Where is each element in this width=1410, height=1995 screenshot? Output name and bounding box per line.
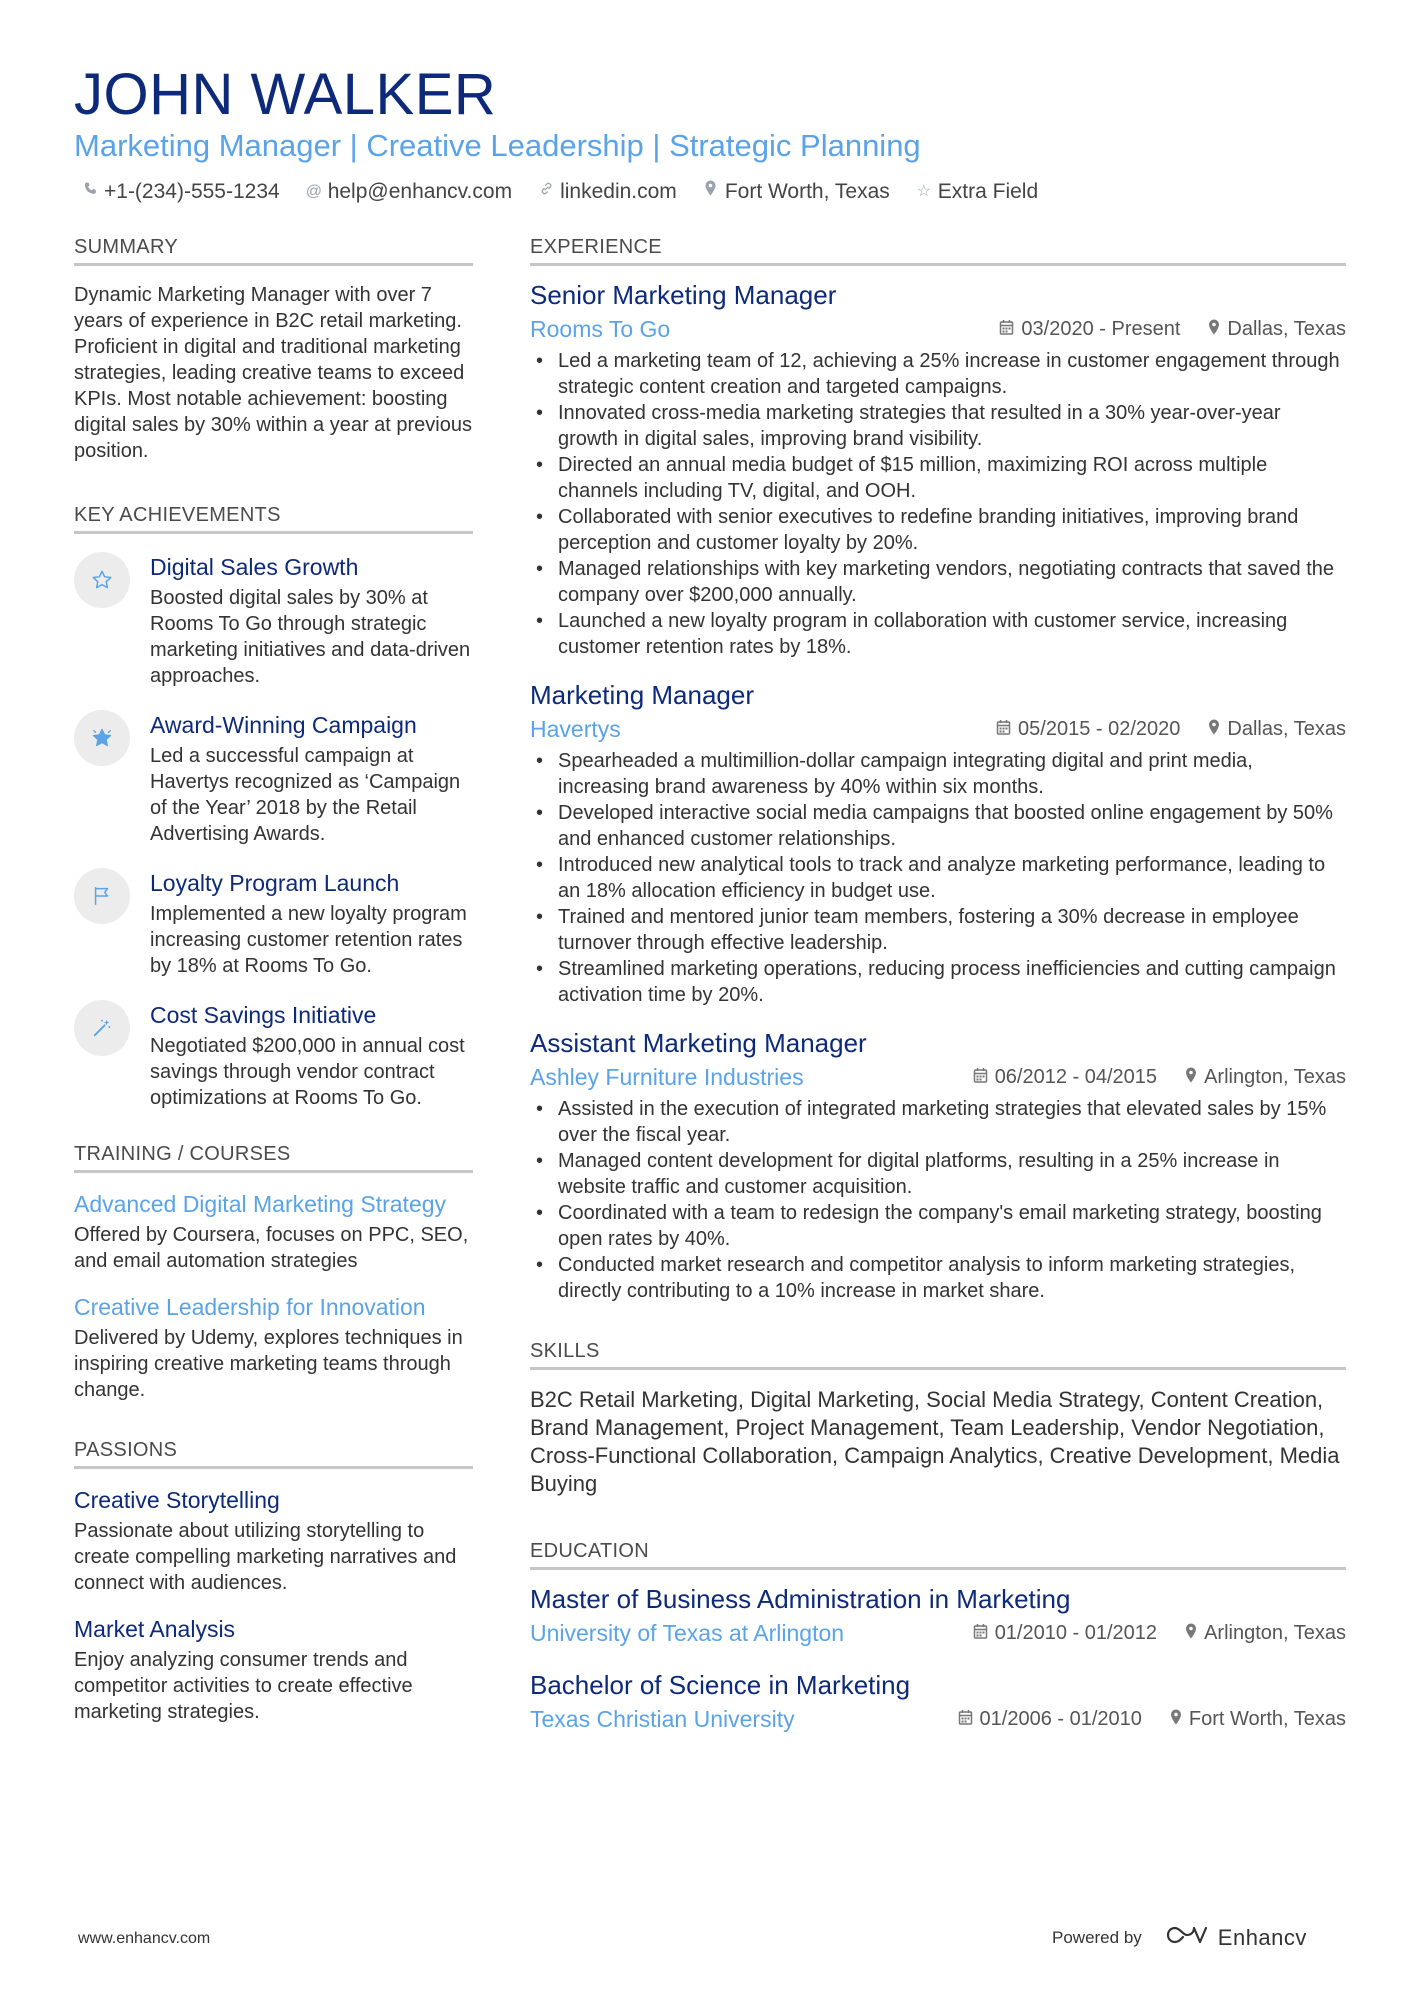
training-section	[74, 1141, 473, 1403]
contact-extra	[916, 178, 1038, 206]
company-name: Rooms To Go	[530, 316, 671, 342]
company-name: Ashley Furniture Industries	[530, 1064, 804, 1090]
passion-item	[74, 1614, 473, 1725]
education-dates: 01/2006 - 01/2010	[979, 1707, 1142, 1730]
job-location: Dallas, Texas	[1227, 717, 1346, 740]
contact-bar	[82, 178, 1064, 206]
calendar-icon	[999, 319, 1014, 340]
experience-section	[530, 234, 1346, 1304]
calendar-icon	[973, 1067, 988, 1088]
summary-heading: SUMMARY	[74, 234, 473, 266]
brand-name: Enhancv	[1217, 1924, 1307, 1950]
job-location: Dallas, Texas	[1227, 317, 1346, 340]
footer-website[interactable]: www.enhancv.com	[78, 1930, 211, 1947]
bullet: • Managed content development for digital platforms, resulting in a 25% increase in website traffic and customer acquisition.	[530, 1148, 1346, 1200]
achievement-desc: Boosted digital sales by 30% at Rooms To Go through strategic marketing initiatives and data-driven approaches.	[150, 587, 471, 687]
course-desc: Offered by Coursera, focuses on PPC, SEO, and email automation strategies	[74, 1224, 469, 1272]
bullet: • Conducted market research and competitor analysis to inform marketing strategies, directly contributing to a 10% increase in market share.	[530, 1252, 1346, 1304]
left-column	[74, 234, 473, 1743]
contact-phone-text: +1-(234)-555-1234	[104, 180, 280, 203]
achievement-desc: Negotiated $200,000 in annual cost savings through vendor contract optimizations at Rooms To Go.	[150, 1035, 465, 1109]
calendar-icon	[996, 719, 1011, 740]
achievements-section	[74, 502, 473, 1111]
job-title: Senior Marketing Manager	[530, 280, 837, 310]
star-outline-icon	[74, 552, 130, 608]
location-icon	[703, 178, 719, 206]
passion-desc: Passionate about utilizing storytelling to create compelling marketing narratives and connect with audiences.	[74, 1520, 457, 1594]
education-section	[530, 1538, 1346, 1736]
education-entry	[530, 1582, 1346, 1650]
achievement-title: Digital Sales Growth	[150, 554, 359, 580]
right-column	[530, 234, 1346, 1754]
achievement-desc: Led a successful campaign at Havertys recognized as ‘Campaign of the Year’ 2018 by the Retail Advertising Awards.	[150, 745, 461, 845]
bullet: • Coordinated with a team to redesign the company's email marketing strategy, boosting open rates by 40%.	[530, 1200, 1346, 1252]
job-bullets	[530, 1096, 1346, 1304]
passions-section	[74, 1437, 473, 1725]
education-location: Fort Worth, Texas	[1188, 1707, 1346, 1730]
company-name: Havertys	[530, 716, 621, 742]
school-name: University of Texas at Arlington	[530, 1620, 845, 1646]
job-title: Marketing Manager	[530, 680, 754, 710]
bullet: • Assisted in the execution of integrated marketing strategies that elevated sales by 15% over the fiscal year.	[530, 1096, 1346, 1148]
at-icon: @	[305, 183, 322, 200]
achievement-item	[74, 710, 473, 847]
job-location: Arlington, Texas	[1204, 1065, 1346, 1088]
course-item	[74, 1292, 473, 1403]
job-title: Assistant Marketing Manager	[530, 1028, 867, 1058]
summary-text: Dynamic Marketing Manager with over 7 years of experience in B2C retail marketing. Proficient in digital and traditional marketing strategies, leading creative teams to exceed KPIs. Most notable achievement: boosting digital sales by 30% within a year at previous position.	[74, 284, 472, 462]
achievement-title: Loyalty Program Launch	[150, 870, 400, 896]
job-entry	[530, 1026, 1346, 1304]
bullet: • Trained and mentored junior team members, fostering a 30% decrease in employee turnover through effective leadership.	[530, 904, 1346, 956]
achievement-item	[74, 1000, 473, 1111]
job-bullets	[530, 748, 1346, 1008]
passion-title: Market Analysis	[74, 1616, 236, 1642]
contact-phone[interactable]	[82, 178, 280, 206]
phone-icon	[82, 178, 98, 206]
star-icon: ☆	[916, 183, 931, 200]
achievement-desc: Implemented a new loyalty program increasing customer retention rates by 18% at Rooms To Go.	[150, 903, 467, 977]
bullet: • Innovated cross-media marketing strategies that resulted in a 30% year-over-year growth in digital sales, improving brand visibility.	[530, 400, 1346, 452]
bullet: • Collaborated with senior executives to redefine branding initiatives, improving brand perception and customer loyalty by 20%.	[530, 504, 1346, 556]
enhancv-logo-icon	[1164, 1924, 1210, 1951]
location-icon	[1208, 719, 1220, 740]
bullet: • Launched a new loyalty program in collaboration with customer service, increasing customer retention rates by 18%.	[530, 608, 1346, 660]
passion-title: Creative Storytelling	[74, 1487, 280, 1513]
degree-title: Master of Business Administration in Marketing	[530, 1584, 1071, 1614]
headline: Marketing Manager | Creative Leadership | Strategic Planning	[74, 128, 921, 163]
education-dates: 01/2010 - 01/2012	[994, 1621, 1158, 1644]
flag-icon	[74, 868, 130, 924]
bullet: • Directed an annual media budget of $15 million, maximizing ROI across multiple channels including TV, digital, and OOH.	[530, 452, 1346, 504]
contact-linkedin-text: linkedin.com	[560, 180, 677, 203]
skills-text: B2C Retail Marketing, Digital Marketing, Social Media Strategy, Content Creation, Brand Management, Project Management, Team Leadership, Vendor Negotiation, Cross-Functional Collaboration, Campaign Analytics, Creative Development, Media Buying	[530, 1387, 1340, 1496]
course-title: Advanced Digital Marketing Strategy	[74, 1191, 447, 1217]
powered-by-text: Powered by	[1052, 1927, 1142, 1947]
bullet: • Introduced new analytical tools to track and analyze marketing performance, leading to an 18% allocation efficiency in budget use.	[530, 852, 1346, 904]
skills-heading: SKILLS	[530, 1338, 1346, 1370]
achievement-title: Award-Winning Campaign	[150, 712, 417, 738]
contact-linkedin[interactable]	[538, 178, 677, 206]
achievement-title: Cost Savings Initiative	[150, 1002, 377, 1028]
location-icon	[1170, 1709, 1182, 1730]
bullet: • Streamlined marketing operations, reducing process inefficiencies and cutting campaign activation time by 20%.	[530, 956, 1346, 1008]
education-entry	[530, 1668, 1346, 1736]
contact-location	[703, 178, 890, 206]
bullet: • Spearheaded a multimillion-dollar campaign integrating digital and print media, increasing brand awareness by 40% within six months.	[530, 748, 1346, 800]
experience-heading: EXPERIENCE	[530, 234, 1346, 266]
passion-item	[74, 1485, 473, 1596]
training-heading: TRAINING / COURSES	[74, 1141, 473, 1173]
footer-branding[interactable]	[1052, 1924, 1307, 1951]
star-award-icon	[74, 710, 130, 766]
passion-desc: Enjoy analyzing consumer trends and competitor activities to create effective marketing strategies.	[74, 1649, 413, 1723]
job-bullets	[530, 348, 1346, 660]
bullet: • Managed relationships with key marketing vendors, negotiating contracts that saved the company over $200,000 annually.	[530, 556, 1346, 608]
course-title: Creative Leadership for Innovation	[74, 1294, 426, 1320]
location-icon	[1208, 319, 1220, 340]
skills-section	[530, 1338, 1346, 1498]
contact-location-text: Fort Worth, Texas	[724, 180, 890, 203]
passions-heading: PASSIONS	[74, 1437, 473, 1469]
achievements-heading: KEY ACHIEVEMENTS	[74, 502, 473, 534]
education-heading: EDUCATION	[530, 1538, 1346, 1570]
contact-email[interactable]	[306, 178, 512, 206]
course-desc: Delivered by Udemy, explores techniques in inspiring creative marketing teams through change.	[74, 1327, 463, 1401]
contact-extra-text: Extra Field	[937, 180, 1039, 203]
job-dates: 06/2012 - 04/2015	[994, 1065, 1158, 1088]
education-location: Arlington, Texas	[1204, 1621, 1346, 1644]
bullet: • Led a marketing team of 12, achieving a 25% increase in customer engagement through strategic content creation and targeted campaigns.	[530, 348, 1346, 400]
school-name: Texas Christian University	[530, 1706, 795, 1732]
calendar-icon	[973, 1623, 988, 1644]
degree-title: Bachelor of Science in Marketing	[530, 1670, 911, 1700]
job-entry	[530, 278, 1346, 660]
achievement-item	[74, 868, 473, 979]
candidate-name: JOHN WALKER	[74, 62, 497, 127]
job-entry	[530, 678, 1346, 1008]
summary-section	[74, 234, 473, 464]
job-dates: 03/2020 - Present	[1021, 317, 1181, 340]
location-icon	[1185, 1067, 1197, 1088]
achievement-item	[74, 552, 473, 689]
calendar-icon	[958, 1709, 973, 1730]
link-icon	[538, 178, 554, 206]
bullet: • Developed interactive social media campaigns that boosted online engagement by 50% and enhanced customer relationships.	[530, 800, 1346, 852]
job-dates: 05/2015 - 02/2020	[1018, 717, 1181, 740]
contact-email-text: help@enhancv.com	[327, 180, 513, 203]
location-icon	[1185, 1623, 1197, 1644]
magic-wand-icon	[74, 1000, 130, 1056]
course-item	[74, 1189, 473, 1274]
